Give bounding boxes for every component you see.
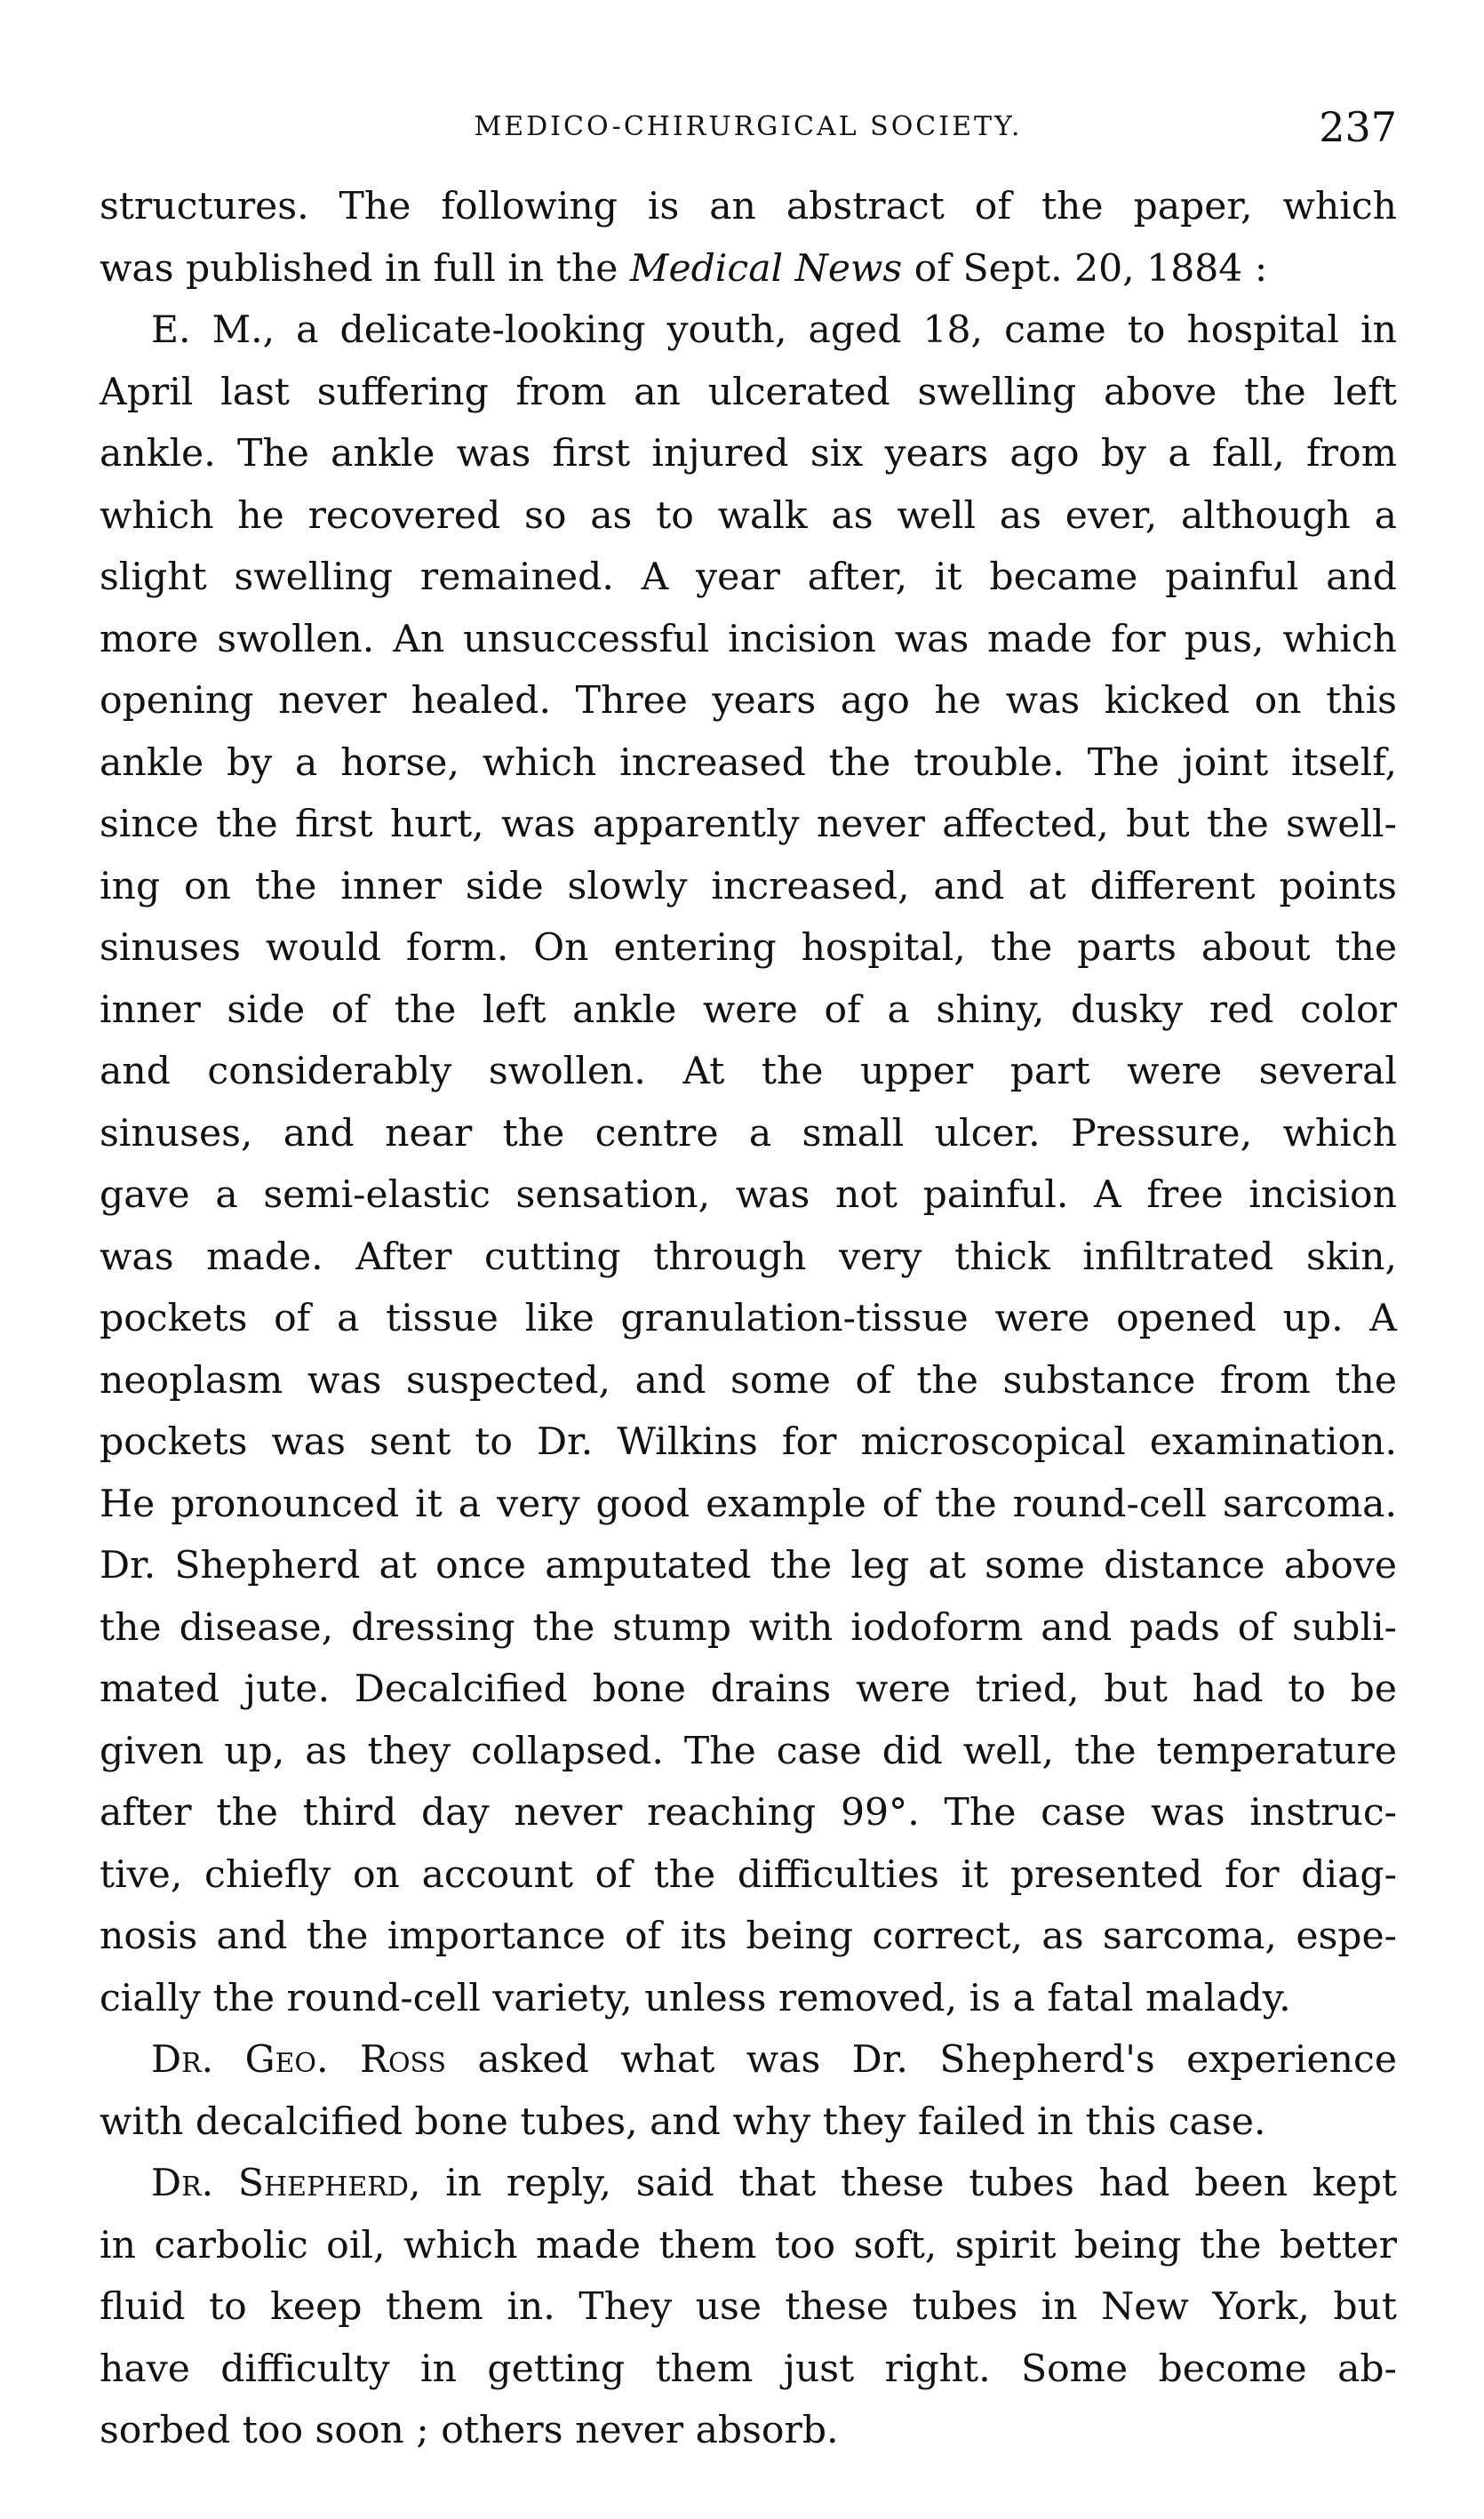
text-line: pockets of a tissue like granulation-tissue were opened up. A bbox=[100, 1297, 1397, 1340]
text-line: E. M., a delicate-looking youth, aged 18, came to hospital in bbox=[151, 308, 1397, 352]
text-line: since the first hurt, was apparently never affected, but the swell- bbox=[100, 803, 1397, 846]
text-line: in carbolic oil, which made them too soft, spirit being the better bbox=[100, 2223, 1397, 2267]
text-line: inner side of the left ankle were of a shiny, dusky red color bbox=[100, 988, 1397, 1032]
text-line: ankle. The ankle was first injured six years ago by a fall, from bbox=[100, 432, 1397, 476]
speaker-name: Dr. Shepherd, bbox=[151, 2162, 421, 2205]
text-line: with decalcified bone tubes, and why they failed in this case. bbox=[100, 2099, 1266, 2144]
text-line: tive, chiefly on account of the difficulties it presented for diag- bbox=[100, 1852, 1397, 1897]
text-line: the disease, dressing the stump with iodoform and pads of subli- bbox=[100, 1605, 1397, 1650]
text-line: cially the round-cell variety, unless removed, is a fatal malady. bbox=[100, 1976, 1291, 2020]
text-line: Dr. Shepherd at once amputated the leg at some distance above bbox=[100, 1544, 1397, 1587]
text-line: gave a semi-elastic sensation, was not painful. A free incision bbox=[100, 1173, 1397, 1217]
text-line: April last suffering from an ulcerated swelling above the left bbox=[100, 370, 1397, 414]
text-line: have difficulty in getting them just right. Some become ab- bbox=[100, 2347, 1397, 2391]
text-line: was made. After cutting through very thick infiltrated skin, bbox=[100, 1235, 1397, 1279]
text-line: structures. The following is an abstract of the paper, which bbox=[100, 185, 1397, 228]
text-line: after the third day never reaching 99°. The case was instruc- bbox=[100, 1791, 1397, 1835]
text-line: was published in full in the Medical News of Sept. 20, 1884 : bbox=[100, 246, 1268, 291]
text-line: opening never healed. Three years ago he was kicked on this bbox=[100, 679, 1397, 723]
text-line: pockets was sent to Dr. Wilkins for microscopical examination. bbox=[100, 1420, 1397, 1464]
text-line: mated jute. Decalcified bone drains were tried, but had to be bbox=[100, 1667, 1397, 1711]
text-line: neoplasm was suspected, and some of the substance from the bbox=[100, 1358, 1397, 1403]
text-line: more swollen. An unsuccessful incision was made for pus, which bbox=[100, 617, 1397, 661]
text-line: sinuses would form. On entering hospital, the parts about the bbox=[100, 926, 1397, 970]
body-text bbox=[100, 176, 1397, 2462]
text-line: given up, as they collapsed. The case did well, the temperature bbox=[100, 1729, 1397, 1773]
text-line: Dr. Geo. Ross asked what was Dr. Shepherd's experience bbox=[151, 2038, 1397, 2082]
text-line: and considerably swollen. At the upper part were several bbox=[100, 1050, 1397, 1093]
speaker-name: Dr. Geo. Ross bbox=[151, 2038, 447, 2082]
text-line: ankle by a horse, which increased the trouble. The joint itself, bbox=[100, 740, 1397, 785]
journal-title: Medical News bbox=[629, 246, 903, 291]
page-header bbox=[100, 96, 1397, 158]
text-line: sinuses, and near the centre a small ulcer. Pressure, which bbox=[100, 1111, 1397, 1156]
text-line: which he recovered so as to walk as well as ever, although a bbox=[100, 493, 1397, 538]
text-line: Dr. Shepherd, in reply, said that these tubes had been kept bbox=[151, 2162, 1397, 2205]
text-line: sorbed too soon ; others never absorb. bbox=[100, 2409, 839, 2452]
text-line: slight swelling remained. A year after, it became painful and bbox=[100, 556, 1397, 599]
text-line: fluid to keep them in. They use these tubes in New York, but bbox=[100, 2285, 1397, 2329]
text-line: ing on the inner side slowly increased, and at different points bbox=[100, 864, 1397, 908]
text-line: nosis and the importance of its being correct, as sarcoma, espe- bbox=[100, 1915, 1397, 1958]
text-line: He pronounced it a very good example of the round-cell sarcoma. bbox=[100, 1482, 1397, 1526]
page-number: 237 bbox=[1319, 103, 1397, 151]
running-head: MEDICO-CHIRURGICAL SOCIETY. bbox=[474, 111, 1023, 142]
